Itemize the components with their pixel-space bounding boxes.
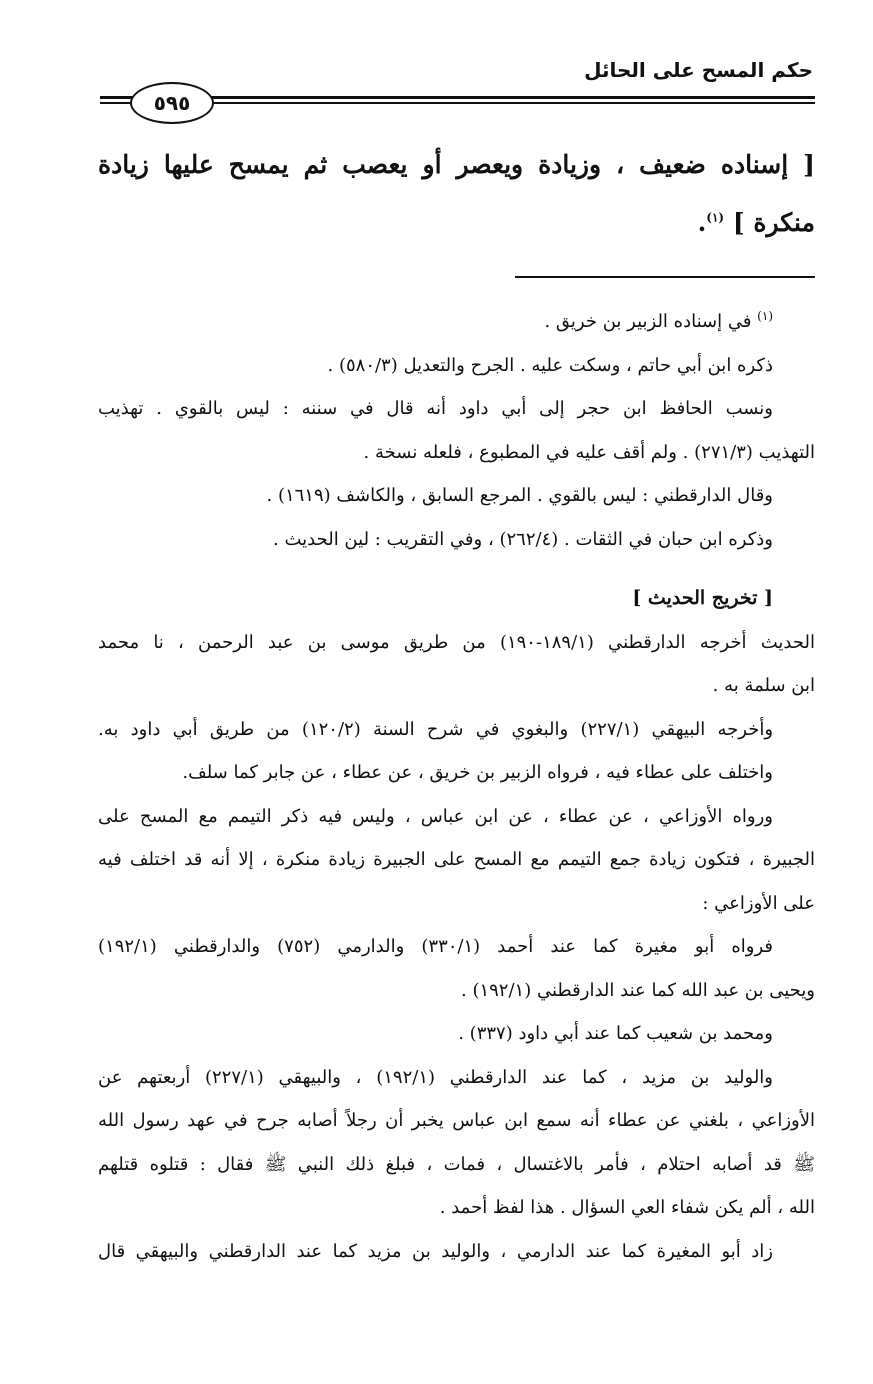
footnote-separator <box>515 276 815 278</box>
running-title: حكم المسح على الحائل <box>584 58 813 82</box>
takhrij-line: ﷺ قد أصابه احتلام ، فأمر بالاغتسال ، فمات ، فبلغ ذلك النبي ﷺ فقال : قتلوه قتلهم <box>98 1153 815 1175</box>
footnote-text: في إسناده الزبير بن خريق . <box>544 311 752 332</box>
spacer <box>98 561 815 577</box>
takhrij-line: ويحيى بن عبد الله كما عند الدارقطني (١٩٢/١) . <box>461 979 815 1001</box>
main-line-2-text: منكرة ] <box>732 208 815 237</box>
footnote-line: ذكره ابن أبي حاتم ، وسكت عليه . الجرح والتعديل (٥٨٠/٣) . <box>327 354 773 376</box>
takhrij-line: الله ، ألم يكن شفاء العي السؤال . هذا لفظ أحمد . <box>439 1197 815 1218</box>
takhrij-line: واختلف على عطاء فيه ، فرواه الزبير بن خريق ، عن عطاء ، عن جابر كما سلف. <box>182 762 773 783</box>
main-line-1: [ إسناده ضعيف ، وزيادة ويعصر أو يعصب ثم يمسح عليها زيادة <box>98 150 815 179</box>
main-line-2: منكرة ] $^{(١)}$. <box>697 208 815 237</box>
footnote-marker: (١) <box>757 309 773 323</box>
main-text <box>98 136 815 252</box>
footnote-line: وقال الدارقطني : ليس بالقوي . المرجع السابق ، والكاشف (١٦١٩) . <box>266 485 773 506</box>
takhrij-line: زاد أبو المغيرة كما عند الدارمي ، والوليد بن مزيد كما عند الدارقطني والبيهقي قال <box>98 1240 773 1262</box>
takhrij-line: والوليد بن مزيد ، كما عند الدارقطني (١٩٢/١) ، والبيهقي (٢٢٧/١) أربعتهم عن <box>98 1066 773 1088</box>
takhrij-heading: [ تخريج الحديث ] <box>632 587 773 609</box>
footnote-line: وذكره ابن حبان في الثقات . (٢٦٢/٤) ، وفي التقريب : لين الحديث . <box>273 528 773 550</box>
takhrij-line: وأخرجه البيهقي (٢٢٧/١) والبغوي في شرح السنة (١٢٠/٢) من طريق أبي داود به. <box>98 718 774 740</box>
page-number: ٥٩٥ <box>130 82 214 124</box>
takhrij-line: ابن سلمة به . <box>712 675 815 696</box>
footnote-line <box>98 300 815 344</box>
takhrij-line: على الأوزاعي : <box>702 892 815 914</box>
takhrij-line: ومحمد بن شعيب كما عند أبي داود (٣٣٧) . <box>458 1023 773 1044</box>
footnotes <box>98 300 815 1273</box>
takhrij-line: ورواه الأوزاعي ، عن عطاء ، عن ابن عباس ، وليس فيه ذكر التيمم مع المسح على <box>98 805 773 827</box>
footnote-line: ونسب الحافظ ابن حجر إلى أبي داود أنه قال في سننه : ليس بالقوي . تهذيب <box>98 398 773 419</box>
footnote-line: التهذيب (٢٧١/٣) . ولم أقف عليه في المطبوع ، فلعله نسخة . <box>363 441 815 463</box>
takhrij-line: الحديث أخرجه الدارقطني (١٨٩/١-١٩٠) من طريق موسى بن عبد الرحمن ، نا محمد <box>98 631 815 653</box>
takhrij-line: الأوزاعي ، بلغني عن عطاء أنه سمع ابن عباس يخبر أن رجلاً أصابه جرح في عهد رسول الله <box>98 1110 815 1131</box>
takhrij-line: فرواه أبو مغيرة كما عند أحمد (٣٣٠/١) والدارمي (٧٥٢) والدارقطني (١٩٢/١) <box>98 936 773 957</box>
footnote-ref: (١) <box>706 210 725 225</box>
takhrij-line: الجبيرة ، فتكون زيادة جمع التيمم مع المسح على الجبيرة زيادة منكرة ، إلا أنه قد اختلف فيه <box>98 849 815 870</box>
